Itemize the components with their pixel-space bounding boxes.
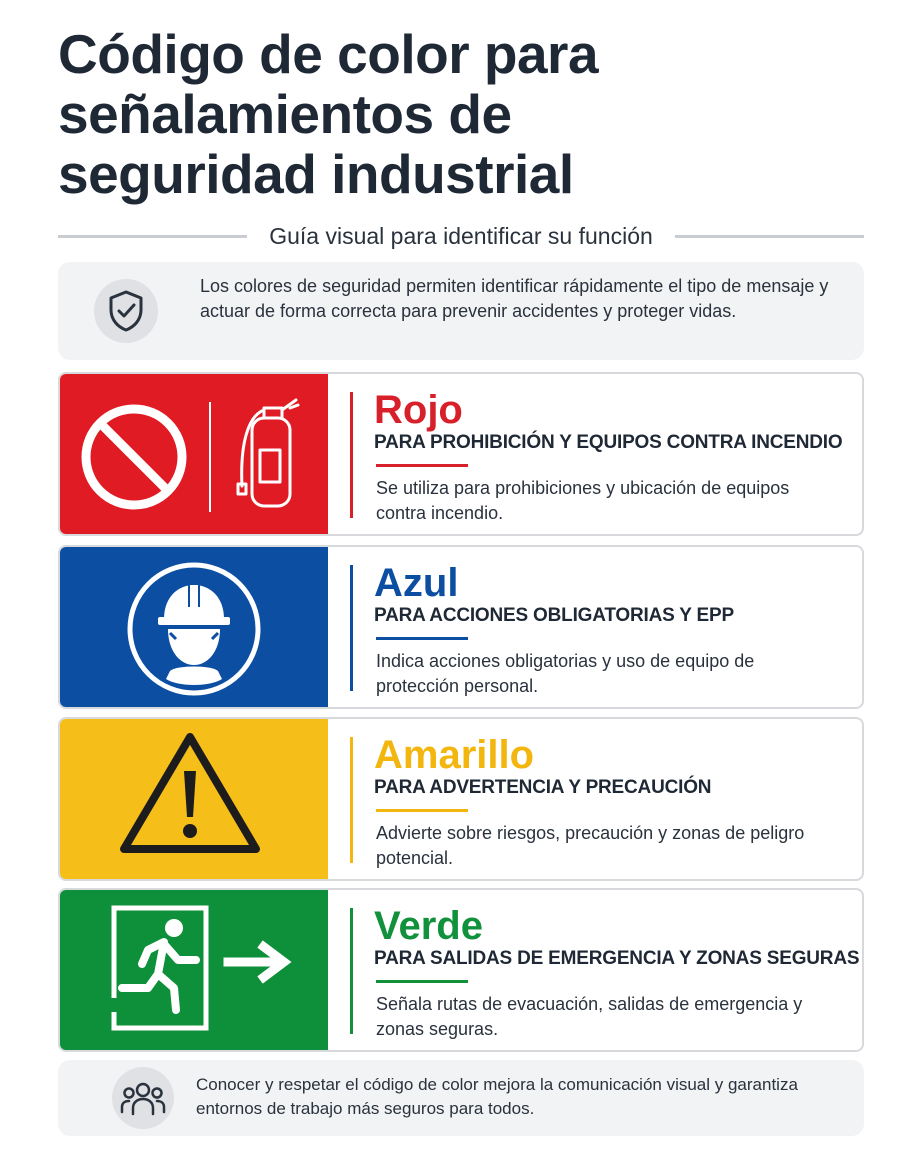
accent-bar-azul — [350, 565, 353, 691]
emergency-exit-icon — [60, 890, 328, 1052]
shield-check-icon — [94, 279, 158, 343]
warning-triangle-icon — [60, 719, 328, 881]
page-title — [58, 24, 878, 204]
color-description-rojo: Se utiliza para prohibiciones y ubicación de equipos contra incendio. — [376, 478, 790, 523]
title-line-2: señalamientos de — [58, 83, 512, 145]
accent-bar-rojo — [350, 392, 353, 518]
footer-box — [58, 1060, 864, 1136]
subtitle: Guía visual para identificar su función — [269, 222, 653, 249]
color-purpose-amarillo: PARA ADVERTENCIA Y PRECAUCIÓN — [374, 777, 712, 798]
intro-text: Los colores de seguridad permiten identificar rápidamente el tipo de mensaje y actuar de forma correcta para prevenir accidentes y proteger vidas. — [200, 276, 829, 321]
color-card-verde — [58, 888, 864, 1052]
arrow-right-icon — [228, 944, 284, 980]
color-description-verde: Señala rutas de evacuación, salidas de emergencia y zonas seguras. — [376, 994, 803, 1039]
underline-verde — [376, 980, 468, 983]
color-card-amarillo — [58, 717, 864, 881]
color-swatch-azul — [60, 547, 328, 707]
subtitle-divider-right — [675, 235, 864, 238]
fire-extinguisher-icon — [238, 400, 298, 506]
underline-rojo — [376, 464, 468, 467]
prohibition-icon — [60, 374, 328, 536]
color-name-verde: Verde — [374, 904, 483, 948]
accent-bar-amarillo — [350, 737, 353, 863]
color-name-amarillo: Amarillo — [374, 733, 535, 777]
color-card-rojo — [58, 372, 864, 536]
subtitle-row — [58, 218, 864, 254]
color-swatch-amarillo — [60, 719, 328, 879]
underline-amarillo — [376, 809, 468, 812]
color-name-azul: Azul — [374, 561, 459, 605]
color-purpose-azul: PARA ACCIONES OBLIGATORIAS Y EPP — [374, 605, 734, 626]
color-purpose-rojo: PARA PROHIBICIÓN Y EQUIPOS CONTRA INCENDIO — [374, 432, 843, 453]
color-card-azul — [58, 545, 864, 709]
title-line-1: Código de color para — [58, 23, 599, 85]
accent-bar-verde — [350, 908, 353, 1034]
underline-azul — [376, 637, 468, 640]
title-line-3: seguridad industrial — [58, 143, 574, 205]
color-description-amarillo: Advierte sobre riesgos, precaución y zonas de peligro potencial. — [376, 823, 805, 868]
color-swatch-rojo — [60, 374, 328, 534]
color-name-rojo: Rojo — [374, 388, 463, 432]
color-description-azul: Indica acciones obligatorias y uso de equipo de protección personal. — [376, 651, 755, 696]
footer-text: Conocer y respetar el código de color mejora la comunicación visual y garantiza entornos de trabajo más seguros para todos. — [196, 1075, 798, 1118]
intro-box — [58, 262, 864, 360]
people-group-icon — [112, 1067, 174, 1129]
color-purpose-verde: PARA SALIDAS DE EMERGENCIA Y ZONAS SEGURAS — [374, 948, 860, 969]
color-swatch-verde — [60, 890, 328, 1050]
hard-hat-icon — [60, 547, 328, 709]
subtitle-divider-left — [58, 235, 247, 238]
